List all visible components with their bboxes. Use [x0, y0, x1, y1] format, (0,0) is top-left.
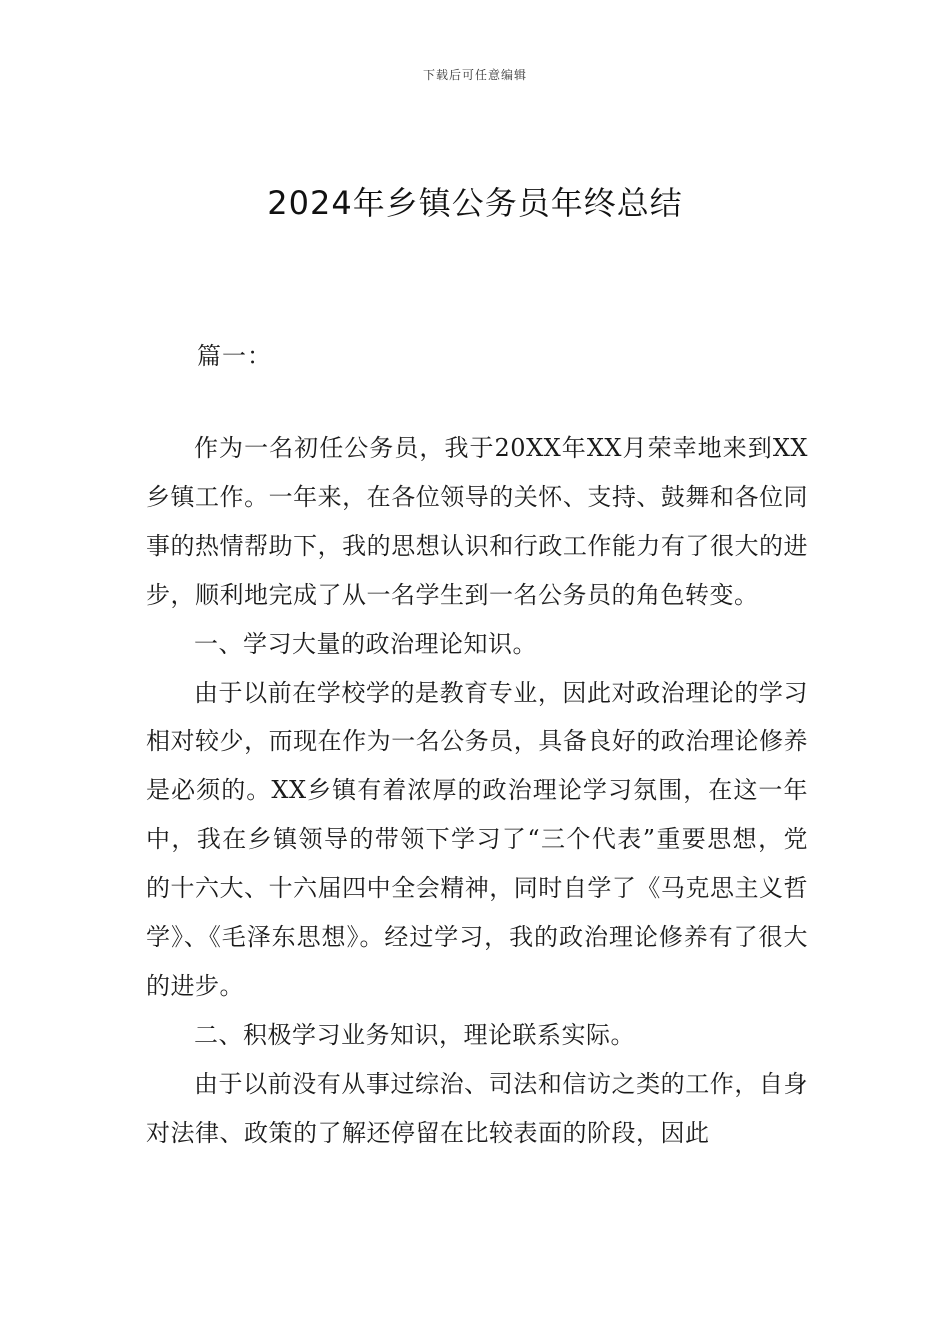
section-label: 篇一：: [197, 342, 272, 370]
paragraph-politics: 由于以前在学校学的是教育专业，因此对政治理论的学习相对较少，而现在作为一名公务员，具备良好的政治理论修养是必须的。XX乡镇有着浓厚的政治理论学习氛围，在这一年中，我在乡镇领导的带领下学习了“三个代表”重要思想，党的十六大、十六届四中全会精神，同时自学了《马克思主义哲学》、《毛泽东思想》。经过学习，我的政治理论修养有了很大的进步。: [146, 678, 808, 1000]
heading-one: 一、学习大量的政治理论知识。: [194, 629, 537, 658]
heading-two: 二、积极学习业务知识，理论联系实际。: [194, 1020, 635, 1049]
document-body: [146, 424, 808, 1158]
paragraph-business: 由于以前没有从事过综治、司法和信访之类的工作，自身对法律、政策的了解还停留在比较表面的阶段，因此: [146, 1069, 808, 1147]
header-note: 下载后可任意编辑: [422, 68, 527, 82]
document-title: 2024年乡镇公务员年终总结: [267, 184, 683, 222]
paragraph-intro: 作为一名初任公务员，我于20XX年XX月荣幸地来到XX乡镇工作。一年来，在各位领导的关怀、支持、鼓舞和各位同事的热情帮助下，我的思想认识和行政工作能力有了很大的进步，顺利地完成了从一名学生到一名公务员的角色转变。: [146, 434, 808, 609]
